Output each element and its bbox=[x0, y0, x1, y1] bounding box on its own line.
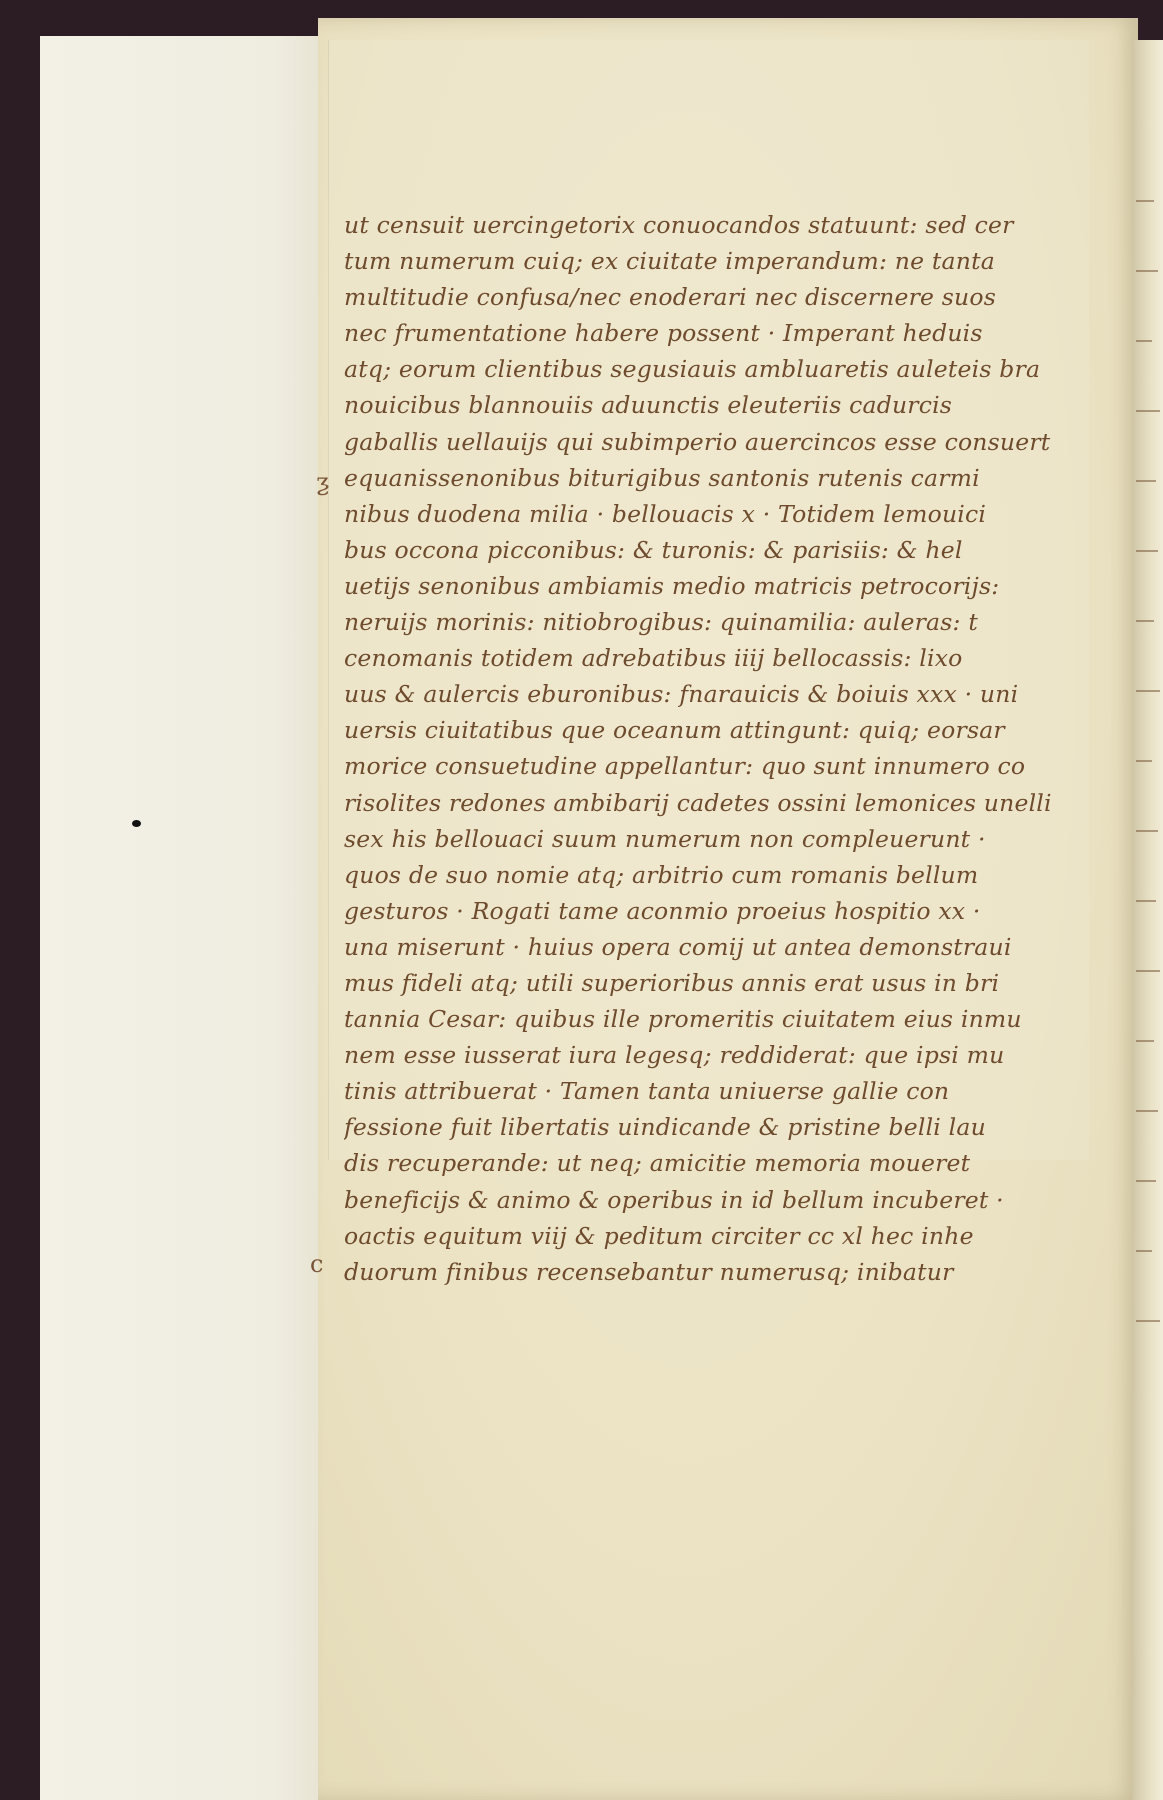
text-line: ut censuit uercingetorix conuocandos statuunt: sed cer bbox=[344, 211, 1014, 239]
margin-mark-capitulum: c bbox=[310, 1250, 324, 1278]
text-line: tinis attribuerat · Tamen tanta uniuerse gallie con bbox=[344, 1077, 950, 1106]
manuscript-text-column bbox=[344, 207, 1074, 1290]
text-line: nouicibus blannouiis aduunctis eleuteriis cadurcis bbox=[344, 391, 953, 420]
text-line: morice consuetudine appellantur: quo sunt innumero co bbox=[344, 752, 1026, 781]
text-line: multitudie confusa/nec enoderari nec discernere suos bbox=[344, 283, 997, 312]
text-line: bus occona picconibus: & turonis: & parisiis: & hel bbox=[344, 535, 963, 564]
text-line: quos de suo nomie atq; arbitrio cum romanis bellum bbox=[344, 860, 979, 889]
text-line: nibus duodena milia · bellouacis x · Totidem lemouici bbox=[344, 499, 987, 528]
binding-stub bbox=[40, 36, 333, 1800]
text-line: una miserunt · huius opera comij ut antea demonstraui bbox=[344, 932, 1012, 961]
text-line: uetijs senonibus ambiamis medio matricis petrocorijs: bbox=[344, 571, 1000, 600]
text-line: duorum finibus recensebantur numerusq; inibatur bbox=[344, 1257, 954, 1286]
text-line: risolites redones ambibarij cadetes ossini lemonices unelli bbox=[344, 788, 1052, 817]
text-line: nem esse iusserat iura legesq; reddiderat: que ipsi mu bbox=[344, 1041, 1005, 1070]
text-line: fessione fuit libertatis uindicande & pristine belli lau bbox=[344, 1113, 986, 1142]
text-line: sex his bellouaci suum numerum non compleuerunt · bbox=[344, 824, 986, 853]
text-line: mus fideli atq; utili superioribus annis erat usus in bri bbox=[344, 968, 1000, 997]
text-line: uersis ciuitatibus que oceanum attingunt: quiq; eorsar bbox=[344, 716, 1005, 745]
text-line: tum numerum cuiq; ex ciuitate imperandum: ne tanta bbox=[344, 247, 995, 276]
text-line: gaballis uellauijs qui subimperio auercincos esse consuert bbox=[344, 427, 1051, 456]
margin-mark-paragraph: ƺ bbox=[316, 468, 330, 496]
text-line: oactis equitum viij & peditum circiter cc xl hec inhe bbox=[344, 1221, 974, 1250]
text-line: tannia Cesar: quibus ille promeritis ciuitatem eius inmu bbox=[344, 1005, 1022, 1034]
text-line: uus & aulercis eburonibus: fnarauicis & boiuis xxx · uni bbox=[344, 680, 1019, 709]
text-line: dis recuperande: ut neq; amicitie memoria moueret bbox=[344, 1149, 971, 1178]
ink-spot bbox=[132, 820, 141, 827]
text-line: beneficijs & animo & operibus in id bellum incuberet · bbox=[344, 1185, 1004, 1214]
text-line: cenomanis totidem adrebatibus iiij bellocassis: lixo bbox=[344, 644, 963, 673]
text-line: equanissenonibus biturigibus santonis rutenis carmi bbox=[344, 463, 980, 492]
text-line: nec frumentatione habere possent · Imperant heduis bbox=[344, 319, 983, 348]
text-line: gesturos · Rogati tame aconmio proeius hospitio xx · bbox=[344, 896, 981, 925]
text-line: atq; eorum clientibus segusiauis ambluaretis auleteis bra bbox=[344, 355, 1041, 384]
text-line: neruijs morinis: nitiobrogibus: quinamilia: auleras: t bbox=[344, 608, 978, 637]
adjacent-page-edge bbox=[1132, 40, 1163, 1800]
